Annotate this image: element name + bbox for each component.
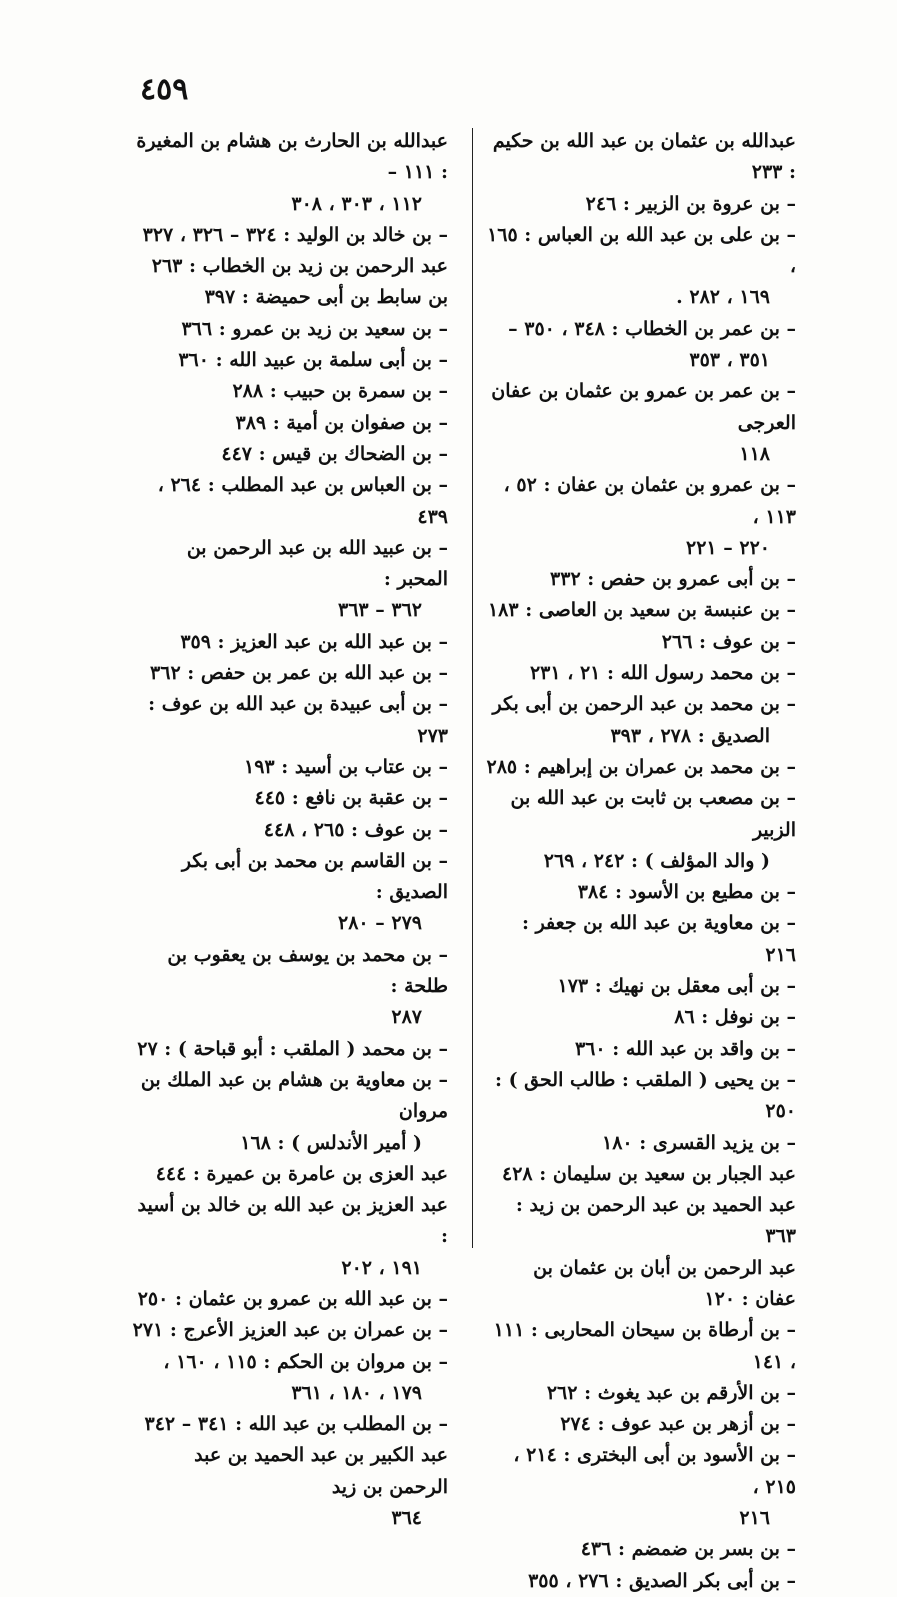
index-entry-text: – بن نوفل : ٨٦ <box>674 1006 796 1029</box>
index-entry-text: – بن أبى معقل بن نهيك : ١٧٣ <box>557 975 796 998</box>
index-entry-text: – بن عبد الله بن عبد العزيز : ٣٥٩ <box>180 630 448 653</box>
index-entry-text: – بن مطيع بن الأسود : ٣٨٤ <box>577 881 796 904</box>
index-entry <box>486 1002 796 1033</box>
column-divider <box>472 128 473 1248</box>
index-entry <box>486 689 796 752</box>
index-entry-text: عبد العزى بن عامرة بن عميرة : ٤٤٤ <box>155 1162 448 1185</box>
index-entry-text: عبدالله بن عثمان بن عبد الله بن حكيم : ٢٣٣ <box>492 130 796 184</box>
index-entry-text: – بن عنبسة بن سعيد بن العاصى : ١٨٣ <box>487 599 796 622</box>
index-entry-text: – بن مروان بن الحكم : ١١٥ ، ١٦٠ ، <box>163 1350 448 1373</box>
index-entry-text: – بن عمر بن الخطاب : ٣٤٨ ، ٣٥٠ – <box>508 317 796 340</box>
index-entry <box>486 1378 796 1409</box>
index-entry <box>486 783 796 877</box>
index-entry-text: عبد الكبير بن عبد الحميد بن عبد الرحمن بن زيد <box>194 1444 448 1498</box>
index-entry <box>130 658 448 689</box>
index-entry-text: – بن معاوية بن هشام بن عبد الملك بن مروان <box>140 1068 448 1123</box>
index-entry <box>486 376 796 470</box>
index-entry <box>486 908 796 971</box>
index-entry <box>130 1409 448 1440</box>
index-entry-text: عبدالله بن الحارث بن هشام بن المغيرة : ١١١ – <box>136 130 448 184</box>
index-entry <box>486 470 796 564</box>
index-entry-text: – بن أبى سلمة بن عبيد الله : ٣٦٠ <box>178 349 448 372</box>
index-entry-continuation: ٣٦٤ <box>391 1507 422 1530</box>
index-entry <box>486 1315 796 1378</box>
index-entry-continuation: ٢٨٧ <box>391 1006 422 1029</box>
index-entry <box>130 533 448 627</box>
index-entry-text: – بن عقبة بن نافع : ٤٤٥ <box>254 787 448 810</box>
index-entry-text: عبد الجبار بن سعيد بن سليمان : ٤٢٨ <box>502 1162 796 1185</box>
index-entry <box>486 658 796 689</box>
index-entry-text: – بن خالد بن الوليد : ٣٢٤ – ٣٢٦ ، ٣٢٧ <box>142 223 448 246</box>
index-entry <box>130 470 448 533</box>
index-entry-text: – بن المطلب بن عبد الله : ٣٤١ – ٣٤٢ <box>144 1413 448 1436</box>
index-entry-text: – بن صفوان بن أمية : ٣٨٩ <box>235 411 448 434</box>
index-entry-text: – بن الأرقم بن عبد يغوث : ٢٦٢ <box>546 1381 796 1404</box>
index-entry <box>130 1190 448 1284</box>
index-entry <box>130 752 448 783</box>
index-entry-text: – بن مصعب بن ثابت بن عبد الله بن الزبير <box>510 787 796 841</box>
index-entry-text: عبد الرحمن بن زيد بن الخطاب : ٢٦٣ <box>151 255 448 278</box>
page-number: ٤٥٩ <box>140 72 189 107</box>
index-entry <box>130 126 448 220</box>
index-entry-text: – بن عوف : ٢٦٦ <box>661 630 796 653</box>
index-entry-continuation: ٢١٦ <box>739 1507 770 1530</box>
index-entry-text: عبد العزيز بن عبد الله بن خالد بن أسيد : <box>137 1194 448 1248</box>
index-entry <box>486 1253 796 1316</box>
index-column-left <box>130 126 448 1534</box>
index-entry-text: – بن بسر بن ضمضم : ٤٣٦ <box>580 1538 796 1561</box>
index-entry <box>130 439 448 470</box>
index-entry-text: – بن محمد بن عبد الرحمن بن أبى بكر <box>492 693 796 716</box>
index-entry-text: – بن القاسم بن محمد بن أبى بكر الصديق : <box>181 849 448 904</box>
index-entry-continuation: ١١٨ <box>739 442 770 465</box>
index-entry <box>130 940 448 1034</box>
index-entry <box>486 189 796 220</box>
index-entry <box>130 1065 448 1159</box>
index-entry-text: – بن عوف : ٢٦٥ ، ٤٤٨ <box>263 818 448 841</box>
index-entry-text: – بن أبى عمرو بن حفص : ٣٣٢ <box>550 568 796 591</box>
index-entry <box>130 314 448 345</box>
index-entry <box>130 1159 448 1190</box>
index-entry <box>130 345 448 376</box>
index-entry <box>486 1409 796 1440</box>
index-entry <box>486 1190 796 1253</box>
index-entry <box>486 564 796 595</box>
index-entry <box>130 1034 448 1065</box>
index-entry <box>486 877 796 908</box>
index-entry <box>486 1440 796 1534</box>
index-entry <box>486 1159 796 1190</box>
index-entry-text: – بن عمرو بن عثمان بن عفان : ٥٢ ، ١١٣ ، <box>503 474 796 528</box>
index-entry <box>486 595 796 626</box>
index-entry-text: – بن العباس بن عبد المطلب : ٢٦٤ ، ٤٣٩ <box>157 474 448 528</box>
index-entry <box>486 752 796 783</box>
index-entry-text: – بن عمران بن عبد العزيز الأعرج : ٢٧١ <box>132 1319 448 1342</box>
index-entry-text: – بن محمد رسول الله : ٢١ ، ٢٣١ <box>529 662 796 685</box>
index-entry-continuation: ١٩١ ، ٢٠٢ <box>341 1256 422 1279</box>
index-entry-continuation: الصديق : ٢٧٨ ، ٣٩٣ <box>610 724 770 747</box>
index-entry-text: – بن عبيد الله بن عبد الرحمن بن المحبر : <box>186 536 448 591</box>
index-entry-text: – بن محمد ( الملقب : أبو قباحة ) : ٢٧ <box>137 1037 448 1060</box>
index-entry-text: – بن محمد بن يوسف بن يعقوب بن طلحة : <box>167 943 448 998</box>
index-entry-text: – بن يحيى ( الملقب : طالب الحق ) : ٢٥٠ <box>494 1068 796 1123</box>
index-entry-continuation: ٢٧٩ – ٢٨٠ <box>338 912 422 935</box>
index-entry-continuation: ١١٢ ، ٣٠٣ ، ٣٠٨ <box>291 192 422 215</box>
index-entry-continuation: ٢٢٠ – ٢٢١ <box>686 536 770 559</box>
index-entry-text: – بن واقد بن عبد الله : ٣٦٠ <box>574 1037 796 1060</box>
index-entry-continuation: ١٦٩ ، ٢٨٢ . <box>676 286 770 309</box>
index-column-right <box>486 126 796 1597</box>
index-entry <box>130 1284 448 1315</box>
index-entry <box>486 971 796 1002</box>
index-entry-text: – بن عبد الله بن عمرو بن عثمان : ٢٥٠ <box>137 1287 448 1310</box>
index-entry <box>486 1566 796 1597</box>
index-entry-text: بن سابط بن أبى حميضة : ٣٩٧ <box>204 286 448 309</box>
index-entry-text: – بن يزيد القسرى : ١٨٠ <box>602 1131 796 1154</box>
index-entry-text: – بن أبى بكر الصديق : ٢٧٦ ، ٣٥٥ <box>528 1569 796 1592</box>
index-entry-text: – بن الأسود بن أبى البخترى : ٢١٤ ، ٢١٥ ، <box>513 1444 796 1498</box>
index-entry-text: – بن محمد بن عمران بن إبراهيم : ٢٨٥ <box>486 755 796 778</box>
index-entry-text: – بن عتاب بن أسيد : ١٩٣ <box>244 755 448 778</box>
index-entry <box>486 627 796 658</box>
index-entry-text: – بن على بن عبد الله بن العباس : ١٦٥ ، <box>487 223 796 278</box>
index-entry <box>486 314 796 377</box>
index-entry <box>486 126 796 189</box>
index-entry <box>130 689 448 752</box>
index-entry-text: – بن سمرة بن حبيب : ٢٨٨ <box>232 380 448 403</box>
index-entry-text: – بن أرطاة بن سيحان المحاربى : ١١١ ، ١٤١ <box>493 1319 796 1373</box>
index-entry <box>130 815 448 846</box>
index-entry <box>486 220 796 314</box>
index-entry <box>486 1128 796 1159</box>
index-entry <box>486 1534 796 1565</box>
index-entry-text: – بن عمر بن عمرو بن عثمان بن عفان العرجى <box>491 380 796 434</box>
index-entry <box>130 627 448 658</box>
index-entry-text: – بن أزهر بن عبد عوف : ٢٧٤ <box>560 1413 796 1436</box>
index-entry-continuation: ١٧٩ ، ١٨٠ ، ٣٦١ <box>291 1381 422 1404</box>
index-entry-text: – بن سعيد بن زيد بن عمرو : ٣٦٦ <box>181 317 448 340</box>
index-entry-continuation: ( والد المؤلف ) : ٢٤٢ ، ٢٦٩ <box>543 849 770 872</box>
index-entry <box>130 376 448 407</box>
index-entry <box>130 1315 448 1346</box>
index-entry <box>130 1440 448 1534</box>
index-entry <box>486 1034 796 1065</box>
index-entry-continuation: ٣٦٢ – ٣٦٣ <box>338 599 422 622</box>
index-entry-text: عبد الحميد بن عبد الرحمن بن زيد : ٣٦٣ <box>515 1194 796 1248</box>
index-entry-text: – بن أبى عبيدة بن عبد الله بن عوف : ٢٧٣ <box>148 693 448 747</box>
index-entry <box>130 282 448 313</box>
index-entry-text: – بن معاوية بن عبد الله بن جعفر : ٢١٦ <box>521 912 796 966</box>
index-entry-text: – بن الضحاك بن قيس : ٤٤٧ <box>221 442 448 465</box>
index-entry <box>130 1347 448 1410</box>
index-entry-continuation: ٣٥١ ، ٣٥٣ <box>689 349 770 372</box>
index-entry <box>130 251 448 282</box>
index-entry-text: – بن عبد الله بن عمر بن حفص : ٣٦٢ <box>150 662 448 685</box>
index-entry <box>130 783 448 814</box>
index-entry-continuation: ( أمير الأندلس ) : ١٦٨ <box>240 1131 422 1154</box>
index-entry <box>130 846 448 940</box>
index-entry <box>130 220 448 251</box>
index-entry-text: عبد الرحمن بن أبان بن عثمان بن عفان : ١٢٠ <box>533 1256 796 1310</box>
index-entry <box>130 408 448 439</box>
index-entry <box>486 1065 796 1128</box>
index-entry-text: – بن عروة بن الزبير : ٢٤٦ <box>585 192 796 215</box>
